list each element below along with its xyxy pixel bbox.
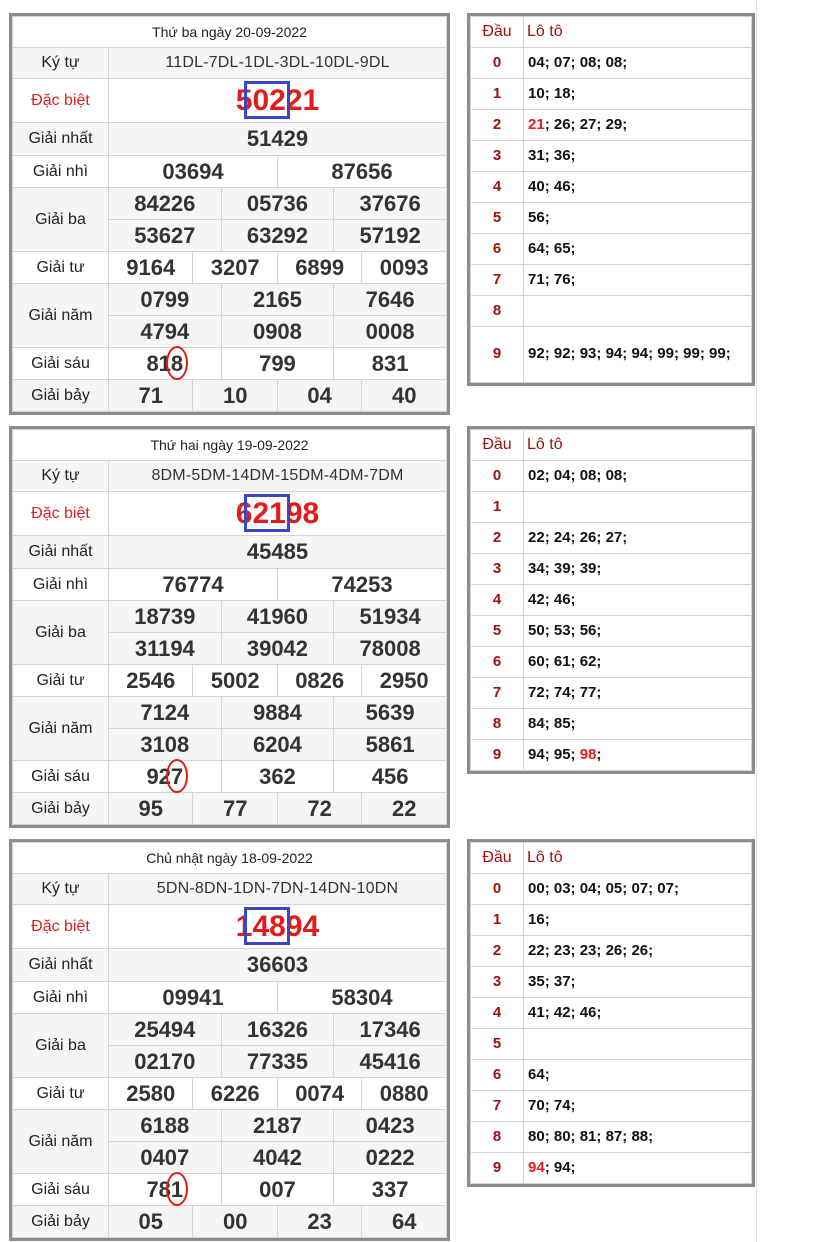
- loto-numbers: 94; 95; 98;: [524, 740, 752, 771]
- loto-numbers: 80; 80; 81; 87; 88;: [524, 1122, 752, 1153]
- loto-numbers: 94; 94;: [524, 1153, 752, 1184]
- loto-number: 77: [579, 683, 597, 701]
- loto-number: 35: [528, 972, 545, 990]
- circle-mark: [166, 346, 188, 380]
- loto-dau: 2: [471, 936, 524, 967]
- prize-4: 6226: [193, 1078, 277, 1110]
- loto-number: 94: [605, 345, 623, 363]
- loto-number: 99: [657, 345, 674, 363]
- loto-number: 22: [528, 941, 545, 959]
- prize-6: 92 7: [109, 761, 222, 793]
- loto-number: 24: [553, 528, 571, 546]
- loto-numbers: 70; 74;: [524, 1091, 752, 1122]
- prize-3: 05736: [221, 188, 334, 220]
- loto-number: 26: [579, 528, 597, 546]
- loto-numbers: 64; 65;: [524, 234, 752, 265]
- loto-number: 46: [553, 177, 571, 195]
- loto-dau: 2: [471, 110, 524, 141]
- loto-number: 08: [579, 53, 597, 71]
- loto-table-1: [467, 426, 755, 774]
- prize-7: 77: [193, 793, 277, 825]
- loto-number: 92: [528, 345, 545, 363]
- loto-number: 46: [553, 590, 571, 608]
- prize-5: 7124: [109, 697, 222, 729]
- prize-3: 37676: [334, 188, 447, 220]
- loto-number: 94: [631, 345, 649, 363]
- loto-dau: 1: [471, 905, 524, 936]
- loto-number: 50: [528, 621, 545, 639]
- loto-dau: 3: [471, 554, 524, 585]
- result-table-1: [9, 426, 450, 828]
- loto-dau: 6: [471, 234, 524, 265]
- loto-dau: 0: [471, 874, 524, 905]
- loto-table-2: [467, 839, 755, 1187]
- label-giai-tu: Giải tư: [13, 252, 109, 284]
- prize-5: 6204: [221, 729, 334, 761]
- prize-3: 63292: [221, 220, 334, 252]
- label-giai-nhi: Giải nhì: [13, 569, 109, 601]
- loto-dau: 6: [471, 647, 524, 678]
- prize-6: 456: [334, 761, 447, 793]
- loto-number: 18: [553, 84, 571, 102]
- loto-dau: 7: [471, 678, 524, 709]
- loto-table-0: [467, 13, 755, 386]
- prize-4: 0880: [362, 1078, 447, 1110]
- label-kytu: Ký tự: [13, 874, 109, 905]
- special-prize: 6 2198: [109, 492, 447, 536]
- loto-number: 36: [553, 146, 571, 164]
- loto-dau: 3: [471, 967, 524, 998]
- prize-3: 17346: [334, 1014, 447, 1046]
- prize-5: 3108: [109, 729, 222, 761]
- loto-number: 80: [553, 1127, 571, 1145]
- prize-7: 72: [277, 793, 361, 825]
- loto-number: 39: [579, 559, 597, 577]
- loto-numbers: 40; 46;: [524, 172, 752, 203]
- loto-numbers: 21; 26; 27; 29;: [524, 110, 752, 141]
- prize-5: 5861: [334, 729, 447, 761]
- loto-dau: 8: [471, 296, 524, 327]
- loto-dau: 1: [471, 79, 524, 110]
- loto-numbers: 41; 42; 46;: [524, 998, 752, 1029]
- loto-dau: 9: [471, 1153, 524, 1184]
- loto-number: 23: [579, 941, 597, 959]
- loto-numbers: 71; 76;: [524, 265, 752, 296]
- loto-number: 61: [553, 652, 571, 670]
- loto-number: 26: [631, 941, 649, 959]
- loto-numbers: 10; 18;: [524, 79, 752, 110]
- label-giai-nam: Giải năm: [13, 697, 109, 761]
- loto-number: 84: [528, 714, 545, 732]
- loto-head-dau: Đầu: [471, 843, 524, 874]
- prize-4: 2950: [362, 665, 447, 697]
- loto-number: 88: [631, 1127, 649, 1145]
- loto-number: 94: [528, 745, 545, 763]
- prize-5: 4794: [109, 316, 222, 348]
- prize-2: 76774: [109, 569, 278, 601]
- loto-dau: 8: [471, 709, 524, 740]
- loto-number: 41: [528, 1003, 545, 1021]
- prize-3: 41960: [221, 601, 334, 633]
- prize-3: 18739: [109, 601, 222, 633]
- prize-4: 0093: [362, 252, 447, 284]
- prize-7: 40: [362, 380, 447, 412]
- label-giai-sau: Giải sáu: [13, 348, 109, 380]
- loto-dau: 5: [471, 616, 524, 647]
- label-giai-nhi: Giải nhì: [13, 982, 109, 1014]
- label-giai-bay: Giải bảy: [13, 1206, 109, 1238]
- prize-4: 9164: [109, 252, 193, 284]
- prize-7: 64: [362, 1206, 447, 1238]
- loto-number: 08: [605, 466, 623, 484]
- label-kytu: Ký tự: [13, 48, 109, 79]
- loto-number: 07: [657, 879, 674, 897]
- loto-number: 04: [553, 466, 571, 484]
- prize-3: 77335: [221, 1046, 334, 1078]
- prize-4: 6899: [277, 252, 361, 284]
- loto-head-dau: Đầu: [471, 17, 524, 48]
- label-kytu: Ký tự: [13, 461, 109, 492]
- loto-number: 72: [528, 683, 545, 701]
- loto-number: 56: [579, 621, 597, 639]
- prize-7: 22: [362, 793, 447, 825]
- label-giai-nhi: Giải nhì: [13, 156, 109, 188]
- draw-date: Thứ ba ngày 20-09-2022: [13, 17, 447, 48]
- loto-numbers: 31; 36;: [524, 141, 752, 172]
- prize-7: 23: [277, 1206, 361, 1238]
- loto-dau: 1: [471, 492, 524, 523]
- loto-numbers: 84; 85;: [524, 709, 752, 740]
- loto-numbers: 56;: [524, 203, 752, 234]
- loto-number: 94: [553, 1158, 571, 1176]
- prize-6: 831: [334, 348, 447, 380]
- prize-6: 007: [221, 1174, 334, 1206]
- loto-dau: 4: [471, 172, 524, 203]
- draw-date: Chủ nhật ngày 18-09-2022: [13, 843, 447, 874]
- loto-numbers: [524, 296, 752, 327]
- prize-3: 78008: [334, 633, 447, 665]
- special-prize: 5 0221: [109, 79, 447, 123]
- result-table-2: [9, 839, 450, 1241]
- loto-number: 04: [579, 879, 597, 897]
- prize-1: 45485: [109, 536, 447, 569]
- loto-dau: 0: [471, 48, 524, 79]
- loto-number: 16: [528, 910, 545, 928]
- prize-3: 25494: [109, 1014, 222, 1046]
- loto-number: 87: [605, 1127, 623, 1145]
- label-giai-nhat: Giải nhất: [13, 536, 109, 569]
- loto-number: 04: [528, 53, 545, 71]
- prize-4: 5002: [193, 665, 277, 697]
- prize-2: 09941: [109, 982, 278, 1014]
- loto-dau: 9: [471, 327, 524, 383]
- page-divider: [756, 0, 757, 1242]
- loto-number: 27: [579, 115, 597, 133]
- loto-number: 64: [528, 1065, 545, 1083]
- label-giai-tu: Giải tư: [13, 1078, 109, 1110]
- loto-number: 42: [553, 1003, 571, 1021]
- label-giai-nhat: Giải nhất: [13, 949, 109, 982]
- loto-numbers: 35; 37;: [524, 967, 752, 998]
- loto-number: 26: [553, 115, 571, 133]
- loto-head-loto: Lô tô: [524, 430, 752, 461]
- loto-number: 07: [631, 879, 649, 897]
- loto-number: 08: [605, 53, 623, 71]
- label-giai-bay: Giải bảy: [13, 380, 109, 412]
- loto-numbers: 00; 03; 04; 05; 07; 07;: [524, 874, 752, 905]
- loto-head-loto: Lô tô: [524, 17, 752, 48]
- highlight-box: [244, 907, 290, 945]
- loto-number: 05: [605, 879, 623, 897]
- loto-head-loto: Lô tô: [524, 843, 752, 874]
- prize-2: 74253: [277, 569, 446, 601]
- loto-dau: 7: [471, 265, 524, 296]
- kytu-codes: 5DN-8DN-1DN-7DN-14DN-10DN: [109, 874, 447, 905]
- loto-number: 22: [528, 528, 545, 546]
- loto-number: 80: [528, 1127, 545, 1145]
- prize-6: 799: [221, 348, 334, 380]
- loto-number: 29: [605, 115, 623, 133]
- prize-6: 78 1: [109, 1174, 222, 1206]
- loto-numbers: [524, 492, 752, 523]
- loto-number: 94: [528, 1158, 545, 1176]
- label-dac-biet: Đặc biệt: [13, 79, 109, 123]
- loto-number: 70: [528, 1096, 545, 1114]
- loto-numbers: 72; 74; 77;: [524, 678, 752, 709]
- loto-head-dau: Đầu: [471, 430, 524, 461]
- loto-number: 34: [528, 559, 545, 577]
- loto-numbers: 04; 07; 08; 08;: [524, 48, 752, 79]
- label-giai-nam: Giải năm: [13, 284, 109, 348]
- loto-number: 10: [528, 84, 545, 102]
- label-giai-ba: Giải ba: [13, 601, 109, 665]
- loto-number: 53: [553, 621, 571, 639]
- prize-4: 0074: [277, 1078, 361, 1110]
- prize-4: 2546: [109, 665, 193, 697]
- prize-3: 31194: [109, 633, 222, 665]
- loto-number: 65: [553, 239, 571, 257]
- loto-number: 46: [579, 1003, 597, 1021]
- prize-5: 2165: [221, 284, 334, 316]
- loto-number: 60: [528, 652, 545, 670]
- prize-7: 05: [109, 1206, 193, 1238]
- prize-7: 10: [193, 380, 277, 412]
- loto-dau: 6: [471, 1060, 524, 1091]
- label-giai-ba: Giải ba: [13, 188, 109, 252]
- loto-number: 27: [605, 528, 623, 546]
- loto-dau: 5: [471, 203, 524, 234]
- loto-number: 99: [683, 345, 700, 363]
- prize-5: 0008: [334, 316, 447, 348]
- loto-dau: 5: [471, 1029, 524, 1060]
- loto-numbers: 34; 39; 39;: [524, 554, 752, 585]
- prize-5: 2187: [221, 1110, 334, 1142]
- loto-dau: 0: [471, 461, 524, 492]
- loto-numbers: 22; 23; 23; 26; 26;: [524, 936, 752, 967]
- loto-numbers: 64;: [524, 1060, 752, 1091]
- draw-date: Thứ hai ngày 19-09-2022: [13, 430, 447, 461]
- prize-2: 87656: [277, 156, 446, 188]
- prize-2: 03694: [109, 156, 278, 188]
- loto-number: 95: [553, 745, 571, 763]
- loto-dau: 3: [471, 141, 524, 172]
- prize-3: 53627: [109, 220, 222, 252]
- prize-4: 0826: [277, 665, 361, 697]
- prize-7: 00: [193, 1206, 277, 1238]
- prize-5: 7646: [334, 284, 447, 316]
- loto-numbers: 92; 92; 93; 94; 94; 99; 99; 99;: [524, 327, 752, 383]
- loto-number: 21: [528, 115, 545, 133]
- loto-number: 37: [553, 972, 571, 990]
- label-giai-bay: Giải bảy: [13, 793, 109, 825]
- loto-number: 42: [528, 590, 545, 608]
- prize-7: 04: [277, 380, 361, 412]
- highlight-box: [244, 494, 290, 532]
- label-giai-tu: Giải tư: [13, 665, 109, 697]
- loto-number: 98: [579, 745, 597, 763]
- loto-number: 26: [605, 941, 623, 959]
- loto-number: 74: [553, 683, 571, 701]
- loto-numbers: 50; 53; 56;: [524, 616, 752, 647]
- prize-3: 51934: [334, 601, 447, 633]
- loto-number: 71: [528, 270, 545, 288]
- prize-1: 36603: [109, 949, 447, 982]
- loto-number: 92: [553, 345, 571, 363]
- prize-1: 51429: [109, 123, 447, 156]
- kytu-codes: 8DM-5DM-14DM-15DM-4DM-7DM: [109, 461, 447, 492]
- prize-3: 02170: [109, 1046, 222, 1078]
- loto-dau: 2: [471, 523, 524, 554]
- label-dac-biet: Đặc biệt: [13, 492, 109, 536]
- loto-numbers: [524, 1029, 752, 1060]
- prize-5: 0799: [109, 284, 222, 316]
- loto-number: 81: [579, 1127, 597, 1145]
- prize-5: 4042: [221, 1142, 334, 1174]
- prize-2: 58304: [277, 982, 446, 1014]
- prize-3: 16326: [221, 1014, 334, 1046]
- prize-3: 84226: [109, 188, 222, 220]
- prize-4: 3207: [193, 252, 277, 284]
- prize-7: 95: [109, 793, 193, 825]
- loto-dau: 8: [471, 1122, 524, 1153]
- loto-number: 40: [528, 177, 545, 195]
- loto-number: 62: [579, 652, 597, 670]
- circle-mark: [166, 759, 188, 793]
- prize-5: 0222: [334, 1142, 447, 1174]
- highlight-box: [244, 81, 290, 119]
- loto-numbers: 16;: [524, 905, 752, 936]
- loto-number: 85: [553, 714, 571, 732]
- prize-5: 0407: [109, 1142, 222, 1174]
- loto-dau: 7: [471, 1091, 524, 1122]
- prize-3: 57192: [334, 220, 447, 252]
- loto-number: 23: [553, 941, 571, 959]
- loto-numbers: 02; 04; 08; 08;: [524, 461, 752, 492]
- label-giai-nhat: Giải nhất: [13, 123, 109, 156]
- loto-numbers: 42; 46;: [524, 585, 752, 616]
- prize-5: 6188: [109, 1110, 222, 1142]
- loto-number: 74: [553, 1096, 571, 1114]
- loto-dau: 4: [471, 585, 524, 616]
- label-giai-ba: Giải ba: [13, 1014, 109, 1078]
- loto-number: 76: [553, 270, 571, 288]
- label-dac-biet: Đặc biệt: [13, 905, 109, 949]
- kytu-codes: 11DL-7DL-1DL-3DL-10DL-9DL: [109, 48, 447, 79]
- loto-number: 39: [553, 559, 571, 577]
- prize-6: 81 8: [109, 348, 222, 380]
- loto-number: 03: [553, 879, 571, 897]
- loto-numbers: 22; 24; 26; 27;: [524, 523, 752, 554]
- loto-dau: 9: [471, 740, 524, 771]
- loto-number: 07: [553, 53, 571, 71]
- loto-number: 08: [579, 466, 597, 484]
- loto-number: 56: [528, 208, 545, 226]
- loto-number: 02: [528, 466, 545, 484]
- prize-5: 5639: [334, 697, 447, 729]
- prize-3: 45416: [334, 1046, 447, 1078]
- loto-number: 00: [528, 879, 545, 897]
- label-giai-sau: Giải sáu: [13, 761, 109, 793]
- prize-6: 337: [334, 1174, 447, 1206]
- special-prize: 1 4894: [109, 905, 447, 949]
- prize-7: 71: [109, 380, 193, 412]
- loto-number: 93: [579, 345, 597, 363]
- prize-6: 362: [221, 761, 334, 793]
- circle-mark: [166, 1172, 188, 1206]
- prize-3: 39042: [221, 633, 334, 665]
- result-table-0: [9, 13, 450, 415]
- label-giai-nam: Giải năm: [13, 1110, 109, 1174]
- label-giai-sau: Giải sáu: [13, 1174, 109, 1206]
- loto-number: 31: [528, 146, 545, 164]
- prize-5: 9884: [221, 697, 334, 729]
- loto-dau: 4: [471, 998, 524, 1029]
- prize-5: 0423: [334, 1110, 447, 1142]
- prize-5: 0908: [221, 316, 334, 348]
- prize-4: 2580: [109, 1078, 193, 1110]
- loto-numbers: 60; 61; 62;: [524, 647, 752, 678]
- loto-number: 64: [528, 239, 545, 257]
- loto-number: 99: [709, 345, 726, 363]
